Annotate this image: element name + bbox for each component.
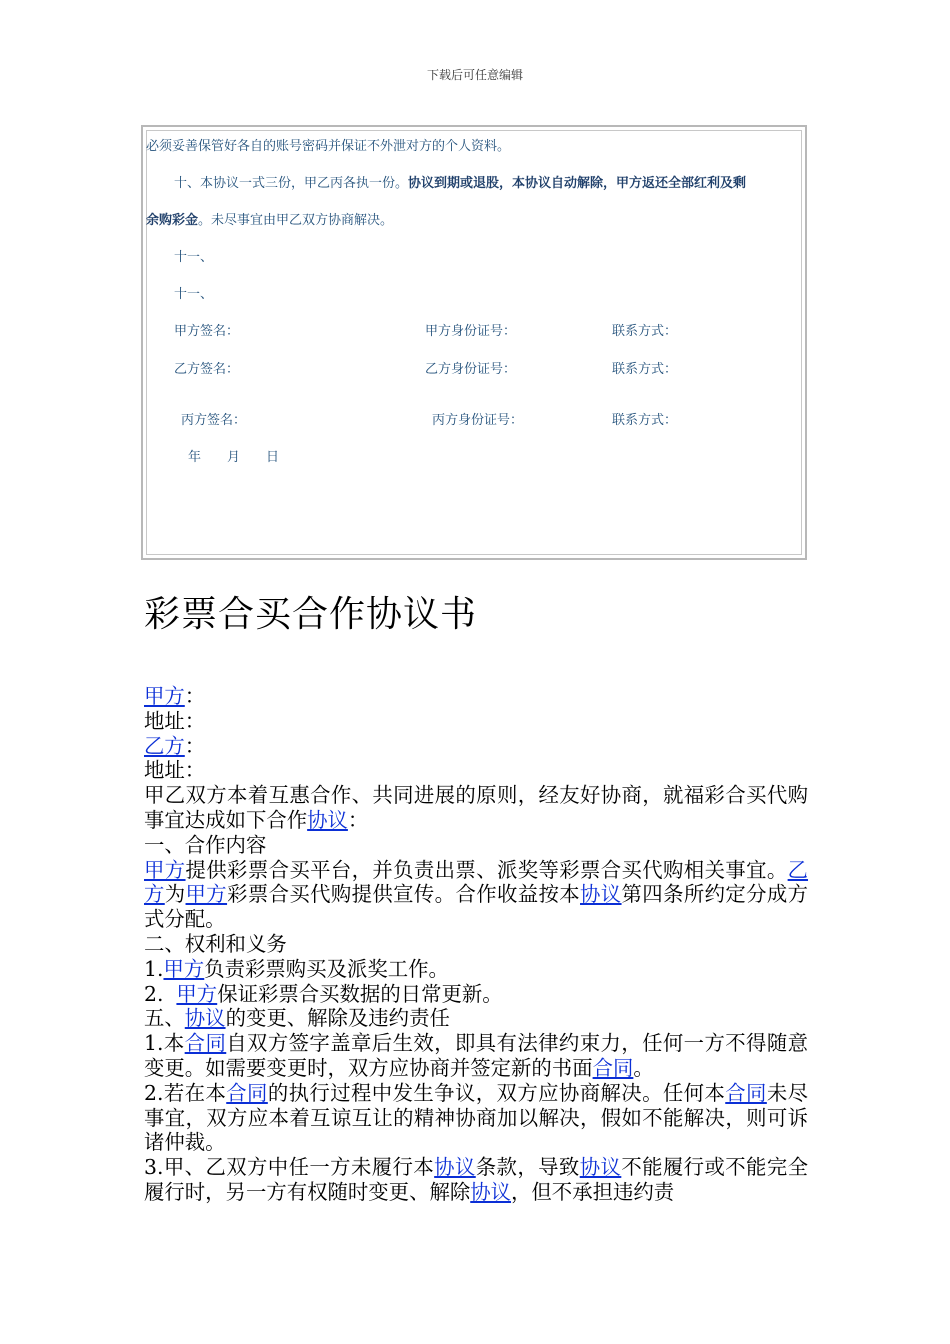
section-1-text-b: 为	[164, 882, 186, 907]
section-1-text-c: 彩票合买代购提供宣传。合作收益按本	[227, 882, 581, 907]
party-b-contact-label: 联系方式：	[612, 362, 678, 377]
section-5-item-2-text-b: 未尽事宜，双方应本着互谅互让的精神协商加以解决，假如不能解决，则可诉诸仲裁。	[144, 1080, 809, 1155]
agreement-link[interactable]: 协议	[307, 807, 348, 832]
agreement-link[interactable]: 协议	[184, 1006, 226, 1031]
party-b-id-label: 乙方身份证号：	[425, 362, 517, 377]
section-2-item-2-text: 保证彩票合买数据的日常更新。	[217, 981, 503, 1006]
contract-link[interactable]: 合同	[184, 1031, 227, 1056]
agreement-link[interactable]: 协议	[470, 1179, 512, 1204]
section-5-item-2	[144, 1081, 808, 1155]
contract-link[interactable]: 合同	[226, 1080, 268, 1105]
intro-text: 甲乙双方本着互惠合作、共同进展的原则，经友好协商，就福彩合买代购事宜达成如下合作	[144, 783, 808, 832]
agreement-link[interactable]: 协议	[580, 882, 622, 907]
party-a-line	[144, 684, 808, 709]
item-number: 2.	[144, 981, 170, 1006]
period: 。	[633, 1055, 654, 1080]
party-a-link[interactable]: 甲方	[176, 981, 218, 1006]
colon: ：	[184, 733, 206, 758]
clause-ten-rest: 。未尽事宜由甲乙双方协商解决。	[198, 213, 394, 228]
contract-link[interactable]: 合同	[725, 1080, 767, 1105]
clause-ten-text: 十、本协议一式三份，甲乙丙各执一份。	[174, 176, 409, 191]
box-line-confidentiality: 必须妥善保管好各自的账号密码并保证不外泄对方的个人资料。	[146, 139, 511, 154]
party-a-contact-label: 联系方式：	[612, 324, 678, 339]
box-clause-ten	[174, 172, 746, 191]
clause-ten-bold-cont: 余购彩金	[146, 213, 199, 228]
section-5-heading	[144, 1006, 808, 1031]
party-b-link[interactable]: 乙方	[144, 857, 809, 907]
signature-box	[141, 125, 807, 560]
section-5-heading-text: 的变更、解除及违约责任	[225, 1006, 450, 1031]
party-b-line	[144, 734, 808, 759]
section-5-item-3-pre: 3.甲、乙双方中任一方未履行本	[144, 1155, 435, 1180]
party-c-signature-label: 丙方签名：	[181, 413, 247, 428]
box-item-eleven-a: 十一、	[174, 250, 214, 265]
party-a-link[interactable]: 甲方	[144, 857, 186, 882]
party-a-signature-label: 甲方签名：	[174, 324, 240, 339]
party-c-id-label: 丙方身份证号：	[432, 413, 524, 428]
section-1-paragraph	[144, 858, 808, 932]
party-a-link[interactable]: 甲方	[144, 684, 185, 708]
intro-paragraph	[144, 783, 808, 833]
section-2-item-1	[144, 957, 808, 982]
section-5-item-2-pre: 2.若在本	[144, 1080, 227, 1105]
section-5-item-3-text-a: 条款，导致	[475, 1155, 580, 1180]
section-1-heading: 一、合作内容	[144, 832, 267, 857]
box-item-eleven-b: 十一、	[174, 287, 214, 302]
section-5-item-1-pre: 1.本	[144, 1031, 185, 1056]
section-5-item-2-text-a: 的执行过程中发生争议，双方应协商解决。任何本	[267, 1080, 726, 1105]
section-1-text-a: 提供彩票合买平台，并负责出票、派奖等彩票合买代购相关事宜。	[185, 857, 788, 882]
address-line-b: 地址：	[144, 758, 206, 783]
agreement-link[interactable]: 协议	[579, 1155, 622, 1180]
party-a-link[interactable]: 甲方	[163, 956, 205, 981]
section-5-item-3-text-c: ，但不承担违约责	[511, 1179, 675, 1204]
date-line: 年 月 日	[188, 450, 280, 465]
signature-box-inner-border	[146, 130, 802, 555]
box-clause-ten-cont	[146, 209, 393, 228]
section-5-number: 五、	[144, 1006, 185, 1031]
agreement-body	[144, 684, 808, 1205]
party-a-id-label: 甲方身份证号：	[425, 324, 517, 339]
section-2-item-1-text: 负责彩票购买及派奖工作。	[204, 956, 449, 981]
party-a-link[interactable]: 甲方	[185, 882, 228, 907]
section-2-heading: 二、权利和义务	[144, 931, 287, 956]
section-5-item-1	[144, 1031, 808, 1081]
header-note: 下载后可任意编辑	[426, 68, 523, 82]
section-5-item-1-text: 自双方签字盖章后生效，即具有法律约束力，任何一方不得随意变更。如需要变更时，双方应协商并签定新的书面	[144, 1031, 809, 1080]
party-b-link[interactable]: 乙方	[144, 733, 185, 758]
section-1-text-d: 第四条所约定分成方式分配。	[144, 882, 809, 932]
colon: ：	[184, 684, 206, 708]
agreement-link[interactable]: 协议	[434, 1155, 476, 1180]
item-number: 1.	[144, 956, 164, 981]
address-line-a: 地址：	[144, 708, 206, 733]
party-b-signature-label: 乙方签名：	[174, 362, 240, 377]
section-5-item-3	[144, 1155, 808, 1205]
section-5-item-3-text-b: 不能履行或不能完全履行时，另一方有权随时变更、解除	[144, 1155, 809, 1204]
party-c-contact-label: 联系方式：	[612, 413, 678, 428]
section-2-item-2	[144, 982, 808, 1007]
contract-link[interactable]: 合同	[592, 1055, 634, 1080]
clause-ten-bold: 协议到期或退股，本协议自动解除，甲方返还全部红利及剩	[408, 176, 747, 191]
document-title: 彩票合买合作协议书	[144, 594, 478, 635]
colon: ：	[347, 807, 369, 832]
